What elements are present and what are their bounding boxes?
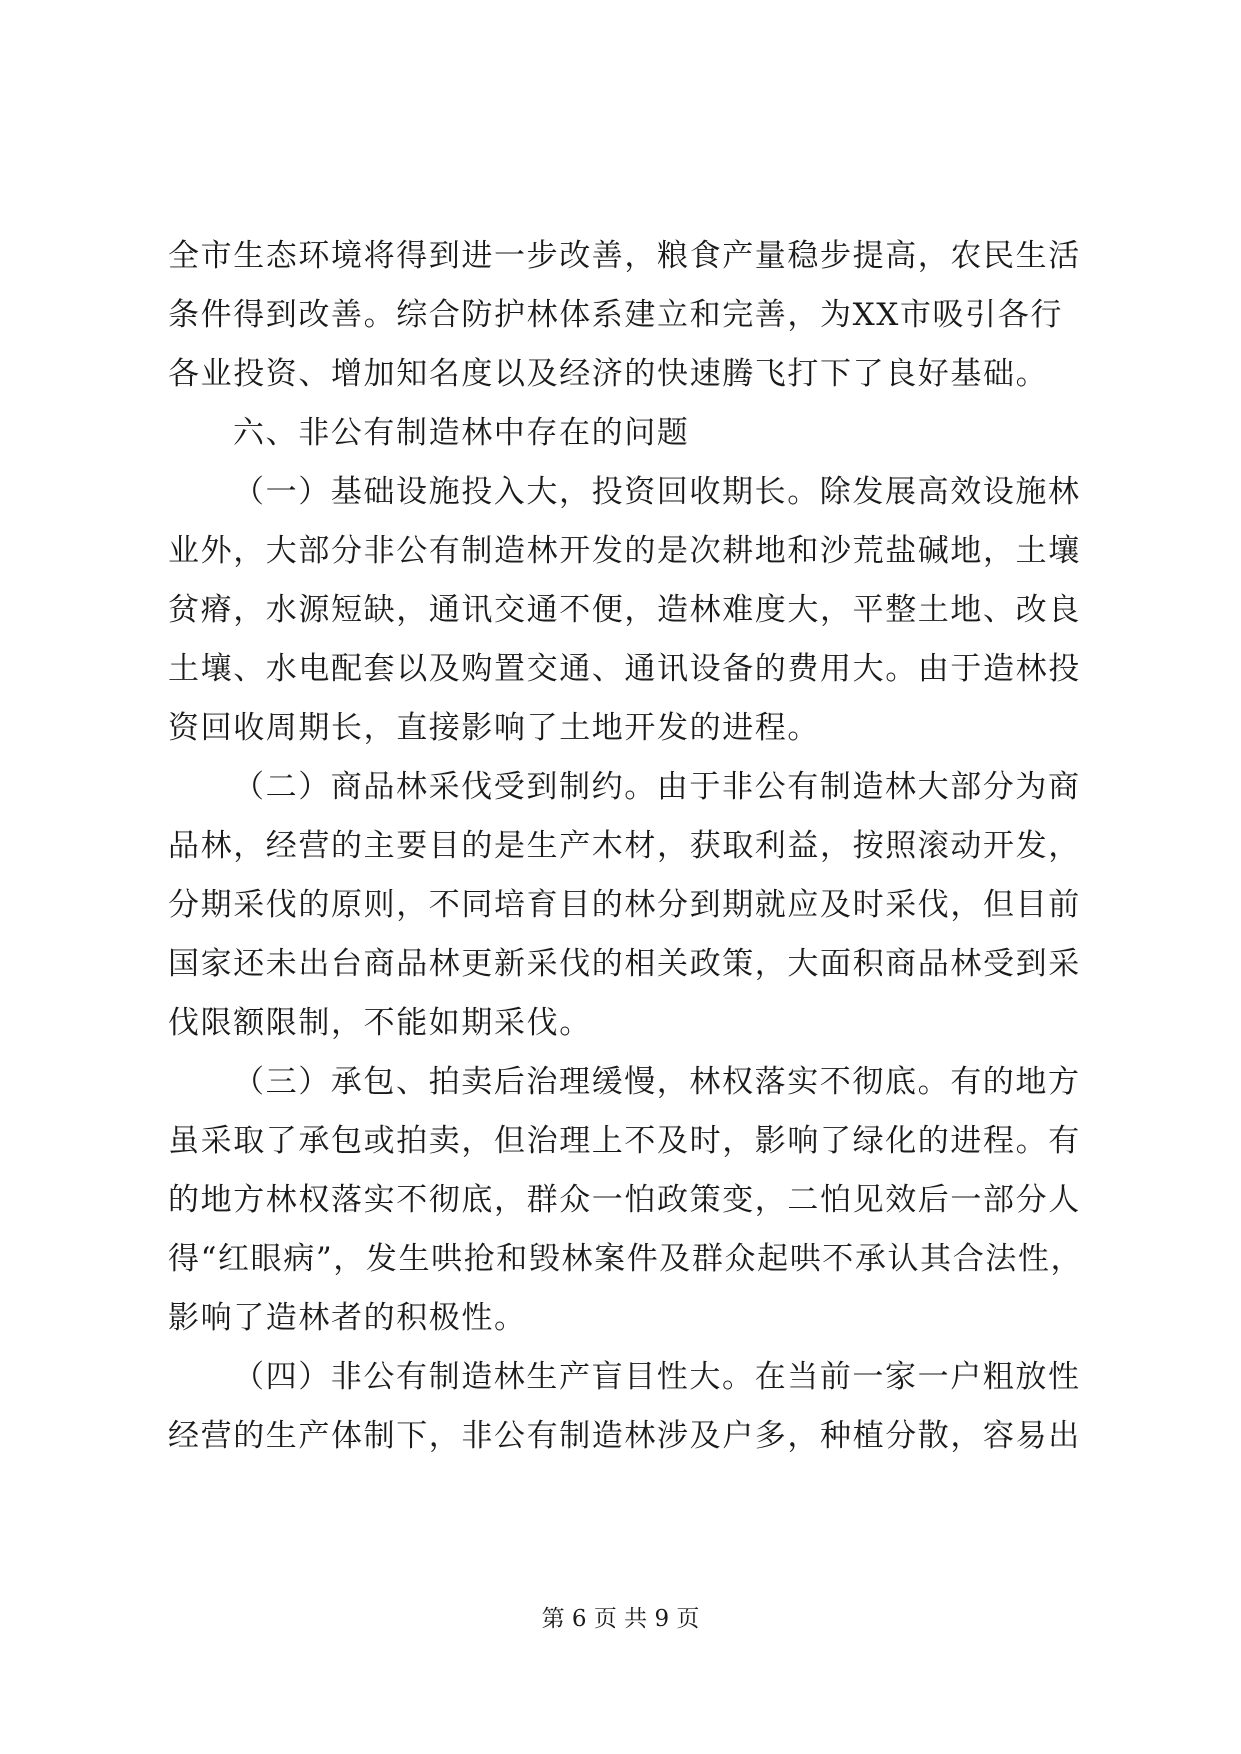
paragraph-line: （二）商品林采伐受到制约。由于非公有制造林大部分为商 [233,769,1081,805]
paragraph-line: 业外，大部分非公有制造林开发的是次耕地和沙荒盐碱地，土壤 [168,533,1081,569]
paragraph-line: （四）非公有制造林生产盲目性大。在当前一家一户粗放性 [233,1359,1081,1395]
paragraph-line: 全市生态环境将得到进一步改善，粮食产量稳步提高，农民生活 [168,238,1081,274]
page-number-footer: 第 6 页 共 9 页 [541,1606,700,1632]
paragraph-line: 土壤、水电配套以及购置交通、通讯设备的费用大。由于造林投 [168,651,1081,687]
paragraph-line: 品林，经营的主要目的是生产木材，获取利益，按照滚动开发， [168,828,1081,864]
paragraph-line: 条件得到改善。综合防护林体系建立和完善，为XX市吸引各行 [168,297,1063,333]
paragraph-line: （三）承包、拍卖后治理缓慢，林权落实不彻底。有的地方 [233,1064,1081,1100]
paragraph-line: 国家还未出台商品林更新采伐的相关政策，大面积商品林受到采 [168,946,1081,982]
section-heading: 六、非公有制造林中存在的问题 [233,415,690,451]
paragraph-line: 贫瘠，水源短缺，通讯交通不便，造林难度大，平整土地、改良 [168,592,1081,628]
paragraph-line: 经营的生产体制下，非公有制造林涉及户多，种植分散，容易出 [168,1418,1081,1454]
paragraph-line: （一）基础设施投入大，投资回收期长。除发展高效设施林 [233,474,1081,510]
paragraph-line: 分期采伐的原则，不同培育目的林分到期就应及时采伐，但目前 [168,887,1081,923]
paragraph-line: 的地方林权落实不彻底，群众一怕政策变，二怕见效后一部分人 [168,1182,1081,1218]
paragraph-line: 影响了造林者的积极性。 [168,1300,527,1336]
paragraph-line: 虽采取了承包或拍卖，但治理上不及时，影响了绿化的进程。有 [168,1123,1081,1159]
paragraph-line: 得“红眼病”，发生哄抢和毁林案件及群众起哄不承认其合法性， [168,1241,1084,1277]
paragraph-line: 资回收周期长，直接影响了土地开发的进程。 [168,710,820,746]
paragraph-line: 各业投资、增加知名度以及经济的快速腾飞打下了良好基础。 [168,356,1049,392]
paragraph-line: 伐限额限制，不能如期采伐。 [168,1005,592,1041]
